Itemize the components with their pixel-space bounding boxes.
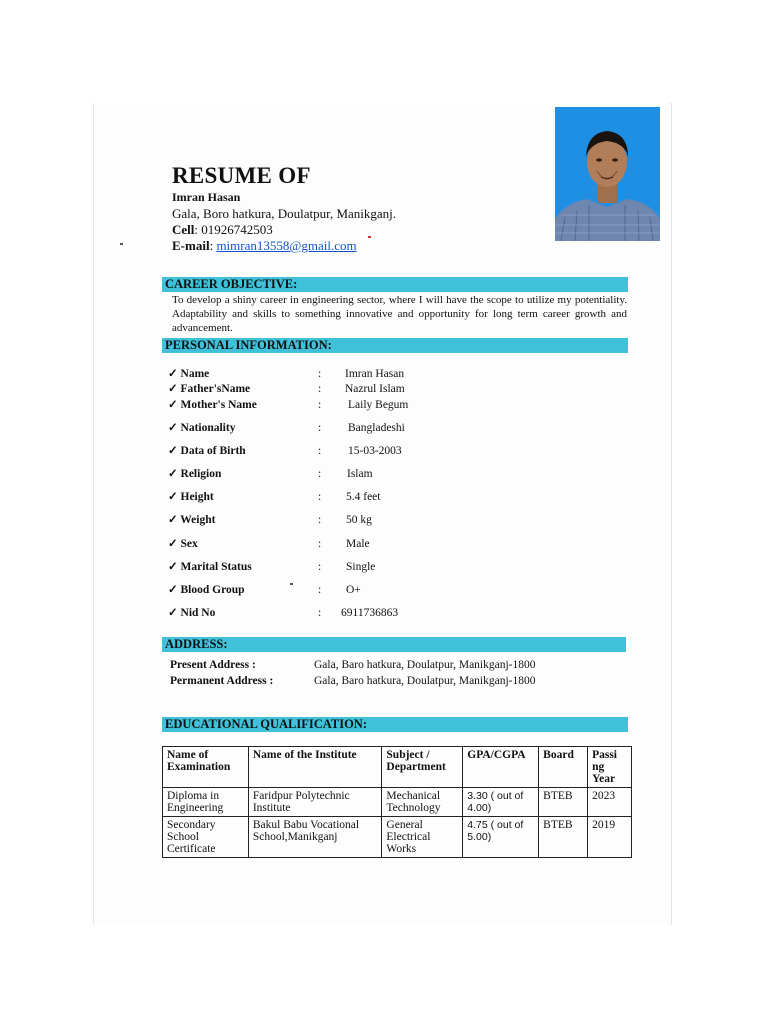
table-cell: Secondary School Certificate (163, 817, 249, 858)
cell-value: : 01926742503 (194, 222, 273, 237)
career-objective-text: To develop a shiny career in engineering sector, where I will have the scope to utilize my potentiality. Adaptability and skills to something innovative and opportunity for long term career growth and advancement. (172, 294, 627, 334)
table-row (163, 817, 632, 858)
table-cell: 2023 (588, 788, 632, 817)
personal-colon: : (318, 561, 322, 573)
applicant-name: Imran Hasan (172, 190, 241, 204)
personal-colon: : (318, 607, 322, 619)
scan-speck (368, 236, 371, 238)
personal-value: Laily Begum (348, 399, 409, 411)
personal-colon: : (318, 584, 322, 596)
email-separator: : (209, 238, 217, 253)
personal-value: Islam (347, 468, 373, 480)
personal-colon: : (318, 422, 322, 434)
table-cell: Faridpur Polytechnic Institute (248, 788, 382, 817)
email-label: E-mail (172, 238, 210, 253)
column-header: Name of the Institute (248, 747, 382, 788)
personal-label: ✓ Weight (168, 514, 216, 526)
table-cell: Bakul Babu Vocational School,Manikganj (248, 817, 382, 858)
personal-value: 5.4 feet (346, 491, 381, 503)
table-row (163, 788, 632, 817)
personal-value: 6911736863 (341, 607, 399, 619)
permanent-address-value: Gala, Baro hatkura, Doulatpur, Manikganj-1800 (314, 675, 536, 687)
present-address-value: Gala, Baro hatkura, Doulatpur, Manikganj-1800 (314, 659, 536, 671)
personal-label: ✓ Religion (168, 468, 222, 480)
personal-value: Single (346, 561, 376, 573)
personal-colon: : (318, 491, 322, 503)
table-cell: 4.75 ( out of 5.00) (463, 817, 539, 858)
table-cell: General Electrical Works (382, 817, 463, 858)
personal-colon: : (318, 468, 322, 480)
personal-label: ✓ Nationality (168, 422, 236, 434)
present-address-label: Present Address : (170, 659, 256, 671)
email-line (172, 238, 357, 254)
personal-colon: : (318, 445, 322, 457)
resume-title: RESUME OF (172, 163, 311, 188)
personal-colon: : (318, 399, 322, 411)
personal-value: 15-03-2003 (348, 445, 402, 457)
table-cell: 3.30 ( out of 4.00) (463, 788, 539, 817)
personal-label: ✓ Sex (168, 538, 198, 550)
profile-photo (555, 107, 660, 241)
table-cell: Mechanical Technology (382, 788, 463, 817)
column-header: Passi ng Year (588, 747, 632, 788)
personal-colon: : (318, 538, 322, 550)
cell-label: Cell (172, 222, 195, 237)
column-header: GPA/CGPA (463, 747, 539, 788)
column-header: Subject / Department (382, 747, 463, 788)
personal-label: ✓ Data of Birth (168, 445, 246, 457)
education-table (162, 746, 632, 858)
personal-label: ✓ Marital Status (168, 561, 252, 573)
table-cell: BTEB (539, 817, 588, 858)
education-heading: EDUCATIONAL QUALIFICATION: (162, 717, 628, 732)
personal-label: ✓ Nid No (168, 607, 216, 619)
personal-label: ✓ Father'sName (168, 383, 251, 395)
personal-value: Bangladeshi (348, 422, 405, 434)
career-objective-heading: CAREER OBJECTIVE: (162, 277, 628, 292)
personal-value: O+ (346, 584, 361, 596)
personal-colon: : (318, 514, 322, 526)
personal-value: Nazrul Islam (345, 383, 405, 395)
column-header: Board (539, 747, 588, 788)
personal-value: 50 kg (346, 514, 372, 526)
personal-info-heading: PERSONAL INFORMATION: (162, 338, 628, 353)
personal-colon: : (318, 383, 322, 395)
scan-speck (120, 243, 123, 245)
permanent-address-label: Permanent Address : (170, 675, 274, 687)
personal-value: Imran Hasan (345, 368, 405, 380)
personal-label: ✓ Height (168, 491, 214, 503)
cell-line (172, 222, 273, 238)
column-header: Name of Examination (163, 747, 249, 788)
email-link[interactable]: mimran13558@gmail.com (216, 238, 357, 253)
personal-label: ✓ Mother's Name (168, 399, 257, 411)
table-header-row (163, 747, 632, 788)
table-cell: 2019 (588, 817, 632, 858)
scan-speck (290, 583, 293, 585)
personal-colon: : (318, 368, 322, 380)
address-heading: ADDRESS: (162, 637, 626, 652)
applicant-address: Gala, Boro hatkura, Doulatpur, Manikganj. (172, 206, 397, 221)
table-cell: BTEB (539, 788, 588, 817)
personal-label: ✓ Name (168, 368, 210, 380)
personal-value: Male (346, 538, 370, 550)
personal-label: ✓ Blood Group (168, 584, 245, 596)
table-cell: Diploma in Engineering (163, 788, 249, 817)
